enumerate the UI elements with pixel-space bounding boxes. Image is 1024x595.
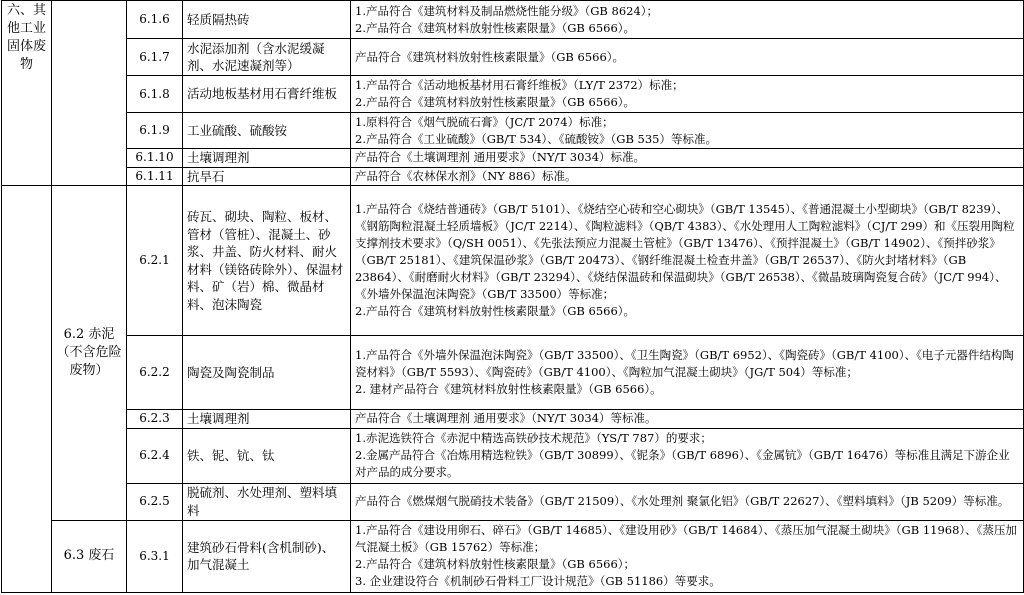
requirement-line: 2.产品符合《建筑材料放射性核素限量》（GB 6566）。 xyxy=(355,95,636,109)
item-name: 建筑砂石骨料(含机制砂)、加气混凝土 xyxy=(183,520,351,592)
requirement-cell xyxy=(351,520,1024,592)
item-name: 陶瓷及陶瓷制品 xyxy=(183,336,351,410)
table-row xyxy=(2,1,1024,39)
requirement-cell xyxy=(351,76,1024,113)
item-code: 6.1.7 xyxy=(127,39,183,76)
item-code: 6.2.4 xyxy=(127,428,183,483)
item-name: 水泥添加剂（含水泥缓凝剂、水泥速凝剂等） xyxy=(183,39,351,76)
table-row xyxy=(2,520,1024,592)
requirement-line: 产品符合《土壤调理剂 通用要求》（NY/T 3034）标准。 xyxy=(355,150,646,165)
requirement-cell xyxy=(351,428,1024,483)
requirement-cell xyxy=(351,186,1024,336)
requirement-cell xyxy=(351,1,1024,39)
item-name: 活动地板基材用石膏纤维板 xyxy=(183,76,351,113)
requirement-line: 产品符合《土壤调理剂 通用要求》（NY/T 3034）等标准。 xyxy=(355,411,657,426)
requirement-line: 1.原料符合《烟气脱硫石膏》（JC/T 2074）标准； xyxy=(355,114,614,129)
table-row xyxy=(2,410,1024,429)
item-name: 土壤调理剂 xyxy=(183,149,351,168)
requirement-line: 产品符合《燃煤烟气脱硝技术装备》（GB/T 21509）、《水处理剂 聚氯化铝》（GB/T 22627）、《塑料填料》（JB 5209）等标准。 xyxy=(355,494,1010,508)
item-name: 轻质隔热砖 xyxy=(183,1,351,39)
requirement-line: 1.赤泥选铁符合《赤泥中精选高铁砂技术规范》（YS/T 787）的要求； xyxy=(355,431,712,445)
subcategory-cell xyxy=(52,1,127,186)
requirement-cell xyxy=(351,149,1024,168)
table-row xyxy=(2,113,1024,149)
item-code: 6.1.6 xyxy=(127,1,183,39)
table-row xyxy=(2,186,1024,336)
requirement-line: 2.产品符合《建筑材料放射性核素限量》（GB 6566）。 xyxy=(355,304,636,318)
table-row xyxy=(2,167,1024,186)
item-name: 铁、铌、钪、钛 xyxy=(183,428,351,483)
requirement-cell xyxy=(351,410,1024,429)
requirement-line: 2. 建材产品符合《建筑材料放射性核素限量》（GB 6566）。 xyxy=(355,382,662,396)
item-code: 6.1.8 xyxy=(127,76,183,113)
item-code: 6.3.1 xyxy=(127,520,183,592)
subcategory-cell: 6.2 赤泥（不含危险废物） xyxy=(52,186,127,521)
requirement-cell xyxy=(351,113,1024,149)
requirement-line: 2.产品符合《工业硫酸》（GB/T 534）、《硫酸铵》（GB 535）等标准。 xyxy=(355,131,717,146)
requirement-cell xyxy=(351,483,1024,520)
item-code: 6.2.3 xyxy=(127,410,183,429)
requirement-line: 2.金属产品符合《冶炼用精选粒铁》（GB/T 30899）、《铌条》（GB/T 6896）、《金属钪》（GB/T 16476）等标准且满足下游企业对产品的成分要求。 xyxy=(355,448,1010,479)
requirement-line: 1.产品符合《外墙外保温泡沫陶瓷》（GB/T 33500）、《卫生陶瓷》（GB/T 6952）、《陶瓷砖》（GB/T 4100）、《电子元器件结构陶瓷材料》（GB/T 5593）、《陶瓷砖》（GB/T 4100）、《陶粒加气混凝土砌块》（JG/T 504）等标准； xyxy=(355,348,1014,379)
requirement-line: 产品符合《建筑材料放射性核素限量》（GB 6566）。 xyxy=(355,49,625,64)
standards-table xyxy=(1,0,1024,593)
item-code: 6.1.9 xyxy=(127,113,183,149)
table-row xyxy=(2,76,1024,113)
table-row xyxy=(2,483,1024,520)
requirement-line: 3. 企业建设符合《机制砂石骨料工厂设计规范》（GB 51186）等要求。 xyxy=(355,574,721,588)
item-name: 脱硫剂、水处理剂、塑料填料 xyxy=(183,483,351,520)
category-cell-continued xyxy=(2,186,52,593)
requirement-line: 产品符合《农林保水剂》（NY 886）标准。 xyxy=(355,168,577,183)
item-code: 6.2.2 xyxy=(127,336,183,410)
item-name: 砖瓦、砌块、陶粒、板材、管材（管桩）、混凝土、砂浆、井盖、防火材料、耐火材料（镁铬砖除外）、保温材料、矿（岩）棉、微晶材料、泡沫陶瓷 xyxy=(183,186,351,336)
requirement-cell xyxy=(351,336,1024,410)
table-row xyxy=(2,428,1024,483)
requirement-line: 1.产品符合《建筑材料及制品燃烧性能分级》（GB 8624）； xyxy=(355,3,659,18)
requirement-line: 2.产品符合《建筑材料放射性核素限量》（GB 6566）。 xyxy=(355,20,636,35)
category-cell: 六、其他工业固体废物 xyxy=(2,1,52,186)
requirement-line: 1.产品符合《烧结普通砖》（GB/T 5101）、《烧结空心砖和空心砌块》（GB/T 13545）、《普通混凝土小型砌块》（GB/T 8239）、《钢筋陶粒混凝土轻质墙板》（JC/T 2214）、《陶粒滤料》（QB/T 4383）、《水处理用人工陶粒滤料》（CJ/T 299）和《压裂用陶粒支撑剂技术要求》（Q/SH 0051）、《先张法预应力混凝土管桩》（GB/T 13476）、《预拌混凝土》（GB/T 14902）、《预拌砂浆》（GB/T 25181）、《建筑保温砂浆》（GB/T 20473）、《钢纤维混凝土检查井盖》（GB/T 26537）、《防火封堵材料》（GB 23864）、《耐磨耐火材料》（GB/T 23294）、《烧结保温砖和保温砌块》（GB/T 26538）、《微晶玻璃陶瓷复合砖》（JC/T 994）、《外墙外保温泡沫陶瓷》（GB/T 33500）等标准； xyxy=(355,202,1015,301)
requirement-cell xyxy=(351,167,1024,186)
item-name: 工业硫酸、硫酸铵 xyxy=(183,113,351,149)
item-name: 抗旱石 xyxy=(183,167,351,186)
requirement-line: 2.产品符合《建筑材料放射性核素限量》（GB 6566）； xyxy=(355,557,636,571)
item-code: 6.1.10 xyxy=(127,149,183,168)
table-row xyxy=(2,149,1024,168)
item-code: 6.2.1 xyxy=(127,186,183,336)
requirement-line: 1.产品符合《建设用卵石、碎石》（GB/T 14685）、《建设用砂》（GB/T 14684）、《蒸压加气混凝土砌块》（GB 11968）、《蒸压加气混凝土板》（GB 15762）等标准； xyxy=(355,523,1017,554)
requirement-line: 1.产品符合《活动地板基材用石膏纤维板》（LY/T 2372）标准； xyxy=(355,78,684,92)
requirement-cell xyxy=(351,39,1024,76)
item-code: 6.2.5 xyxy=(127,483,183,520)
table-row xyxy=(2,336,1024,410)
subcategory-cell: 6.3 废石 xyxy=(52,520,127,592)
item-name: 土壤调理剂 xyxy=(183,410,351,429)
table-row xyxy=(2,39,1024,76)
item-code: 6.1.11 xyxy=(127,167,183,186)
